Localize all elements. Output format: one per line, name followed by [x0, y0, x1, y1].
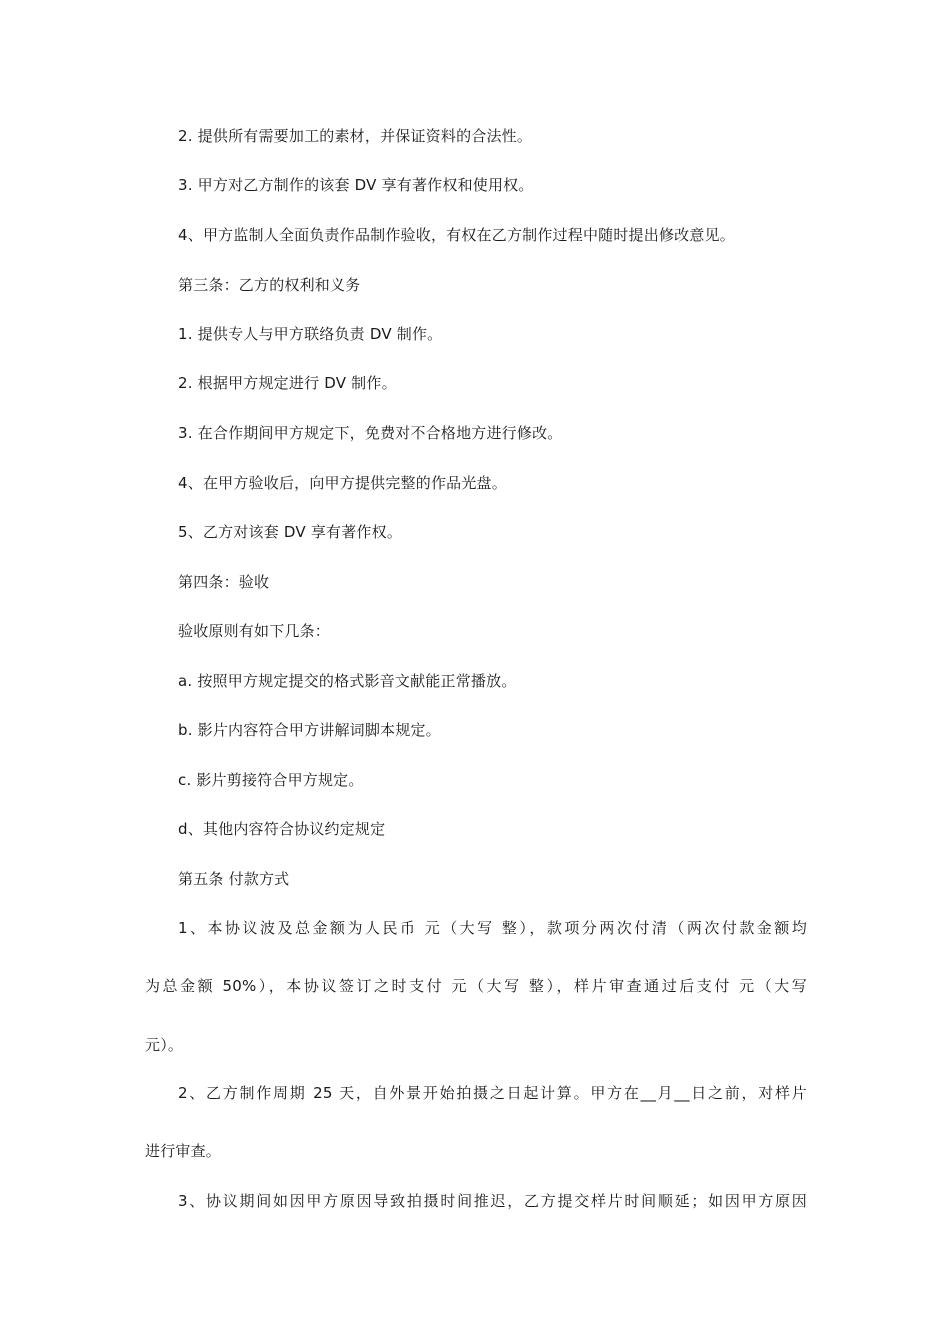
clause-line: 3. 甲方对乙方制作的该套 DV 享有著作权和使用权。 [178, 176, 534, 194]
clause-line: a. 按照甲方规定提交的格式影音文献能正常播放。 [178, 672, 517, 690]
paragraph-line: 3、协议期间如因甲方原因导致拍摄时间推迟，乙方提交样片时间顺延；如因甲方原因 [178, 1192, 807, 1210]
section-heading: 第三条：乙方的权利和义务 [178, 276, 361, 294]
section-heading: 第四条：验收 [178, 573, 270, 591]
clause-line: 4、甲方监制人全面负责作品制作验收，有权在乙方制作过程中随时提出修改意见。 [178, 226, 735, 244]
section-heading: 第五条 付款方式 [178, 870, 290, 888]
clause-line: 2. 根据甲方规定进行 DV 制作。 [178, 374, 397, 392]
paragraph-line: 1、本协议波及总金额为人民币 元（大写 整），款项分两次付清（两次付款金额均 [178, 919, 807, 937]
paragraph-line: 进行审查。 [145, 1142, 222, 1160]
paragraph-line: 为总金额 50%），本协议签订之时支付 元（大写 整），样片审查通过后支付 元（大写 [145, 977, 807, 995]
clause-line: 2. 提供所有需要加工的素材，并保证资料的合法性。 [178, 127, 533, 145]
clause-line: 验收原则有如下几条： [178, 622, 331, 640]
clause-line: 1. 提供专人与甲方联络负责 DV 制作。 [178, 325, 443, 343]
clause-line: c. 影片剪接符合甲方规定。 [178, 771, 364, 789]
clause-line: 3. 在合作期间甲方规定下，免费对不合格地方进行修改。 [178, 424, 563, 442]
paragraph-line: 2、乙方制作周期 25 天，自外景开始拍摄之日起计算。甲方在__月__日之前，对样片 [178, 1084, 807, 1102]
paragraph-line: 元）。 [145, 1036, 184, 1054]
clause-line: 5、乙方对该套 DV 享有著作权。 [178, 523, 403, 541]
clause-line: d、其他内容符合协议约定规定 [178, 820, 386, 838]
clause-line: 4、在甲方验收后，向甲方提供完整的作品光盘。 [178, 474, 507, 492]
clause-line: b. 影片内容符合甲方讲解词脚本规定。 [178, 721, 441, 739]
